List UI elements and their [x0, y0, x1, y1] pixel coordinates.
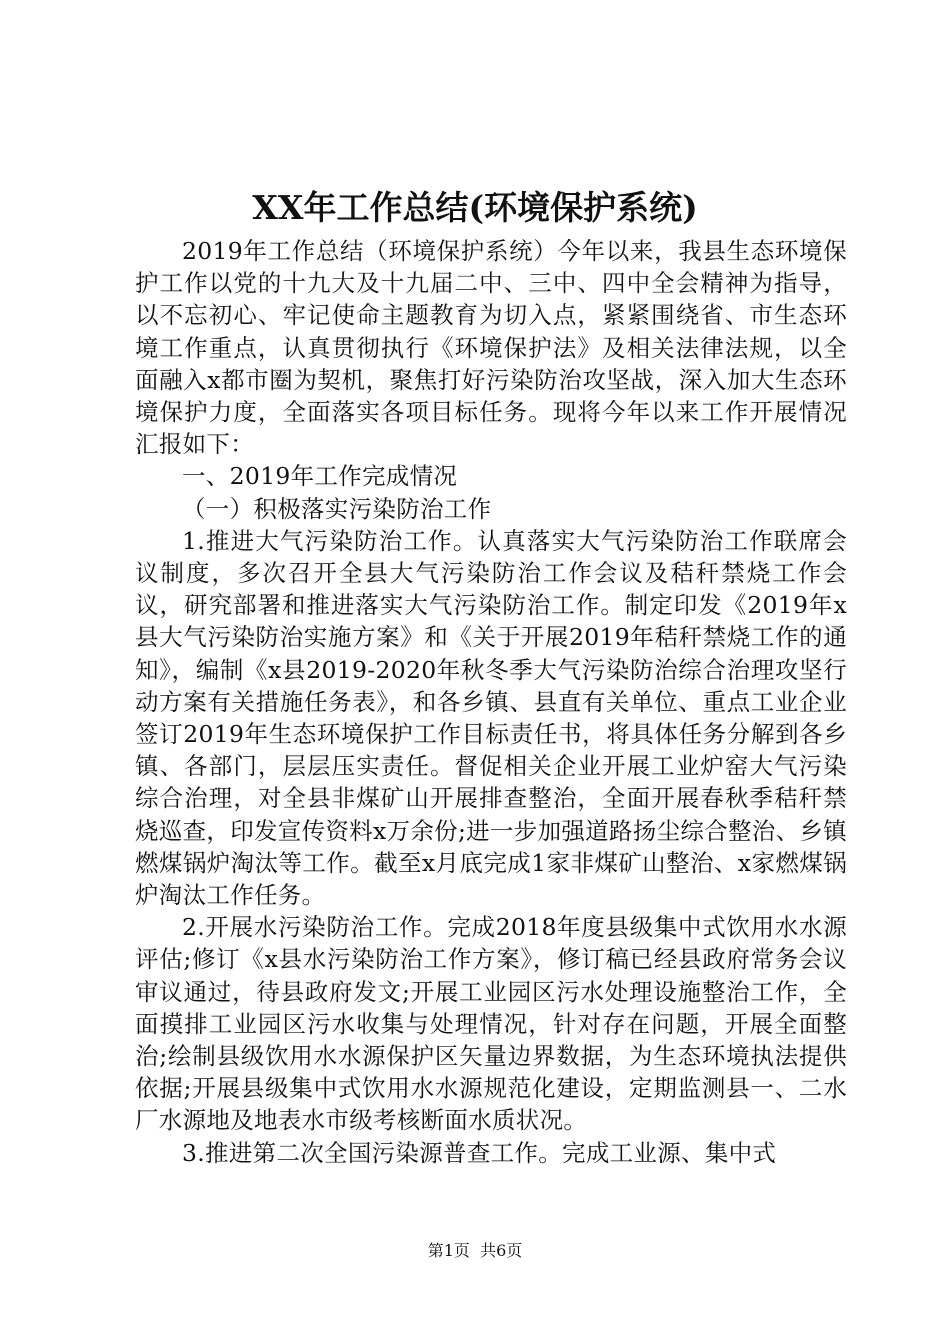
- item-paragraph-census: 3.推进第二次全国污染源普查工作。完成工业源、集中式: [182, 1138, 777, 1167]
- section-heading: 一、2019年工作完成情况: [182, 462, 458, 491]
- subsection-heading: （一）积极落实污染防治工作: [182, 494, 492, 523]
- item-paragraph-water: 2.开展水污染防治工作。完成2018年度县级集中式饮用水水源评估;修订《x县水污染防治工作方案》，修订稿已经县政府常务会议审议通过，待县政府发文;开展工业园区污水处理设施整治工作，全面摸排工业园区污水收集与处理情况，针对存在问题，开展全面整治;绘制县级饮用水水源保护区矢量边界数据，为生态环境执法提供依据;开展县级集中式饮用水水源规范化建设，定期监测县一、二水厂水源地及地表水市级考核断面水质状况。: [135, 913, 847, 1135]
- page-footer: 第1页 共6页: [427, 1241, 523, 1260]
- page-title: XX年工作总结(环境保护系统): [252, 188, 698, 227]
- document-body: [135, 235, 847, 1169]
- item-paragraph-air: 1.推进大气污染防治工作。认真落实大气污染防治工作联席会议制度，多次召开全县大气污染防治工作会议及秸秆禁烧工作会议，研究部署和推进落实大气污染防治工作。制定印发《2019年x县大气污染防治实施方案》和《关于开展2019年秸秆禁烧工作的通知》，编制《x县2019-2020年秋冬季大气污染防治综合治理攻坚行动方案有关措施任务表》，和各乡镇、县直有关单位、重点工业企业签订2019年生态环境保护工作目标责任书，将具体任务分解到各乡镇、各部门，层层压实责任。督促相关企业开展工业炉窑大气污染综合治理，对全县非煤矿山开展排查整治，全面开展春秋季秸秆禁烧巡查，印发宣传资料x万余份;进一步加强道路扬尘综合整治、乡镇燃煤锅炉淘汰等工作。截至x月底完成1家非煤矿山整治、x家燃煤锅炉淘汰工作任务。: [135, 526, 847, 910]
- intro-paragraph: 2019年工作总结（环境保护系统）今年以来，我县生态环境保护工作以党的十九大及十九届二中、三中、四中全会精神为指导，以不忘初心、牢记使命主题教育为切入点，紧紧围绕省、市生态环境工作重点，认真贯彻执行《环境保护法》及相关法律法规，以全面融入x都市圈为契机，聚焦打好污染防治攻坚战，深入加大生态环境保护力度，全面落实各项目标任务。现将今年以来工作开展情况汇报如下：: [135, 237, 847, 459]
